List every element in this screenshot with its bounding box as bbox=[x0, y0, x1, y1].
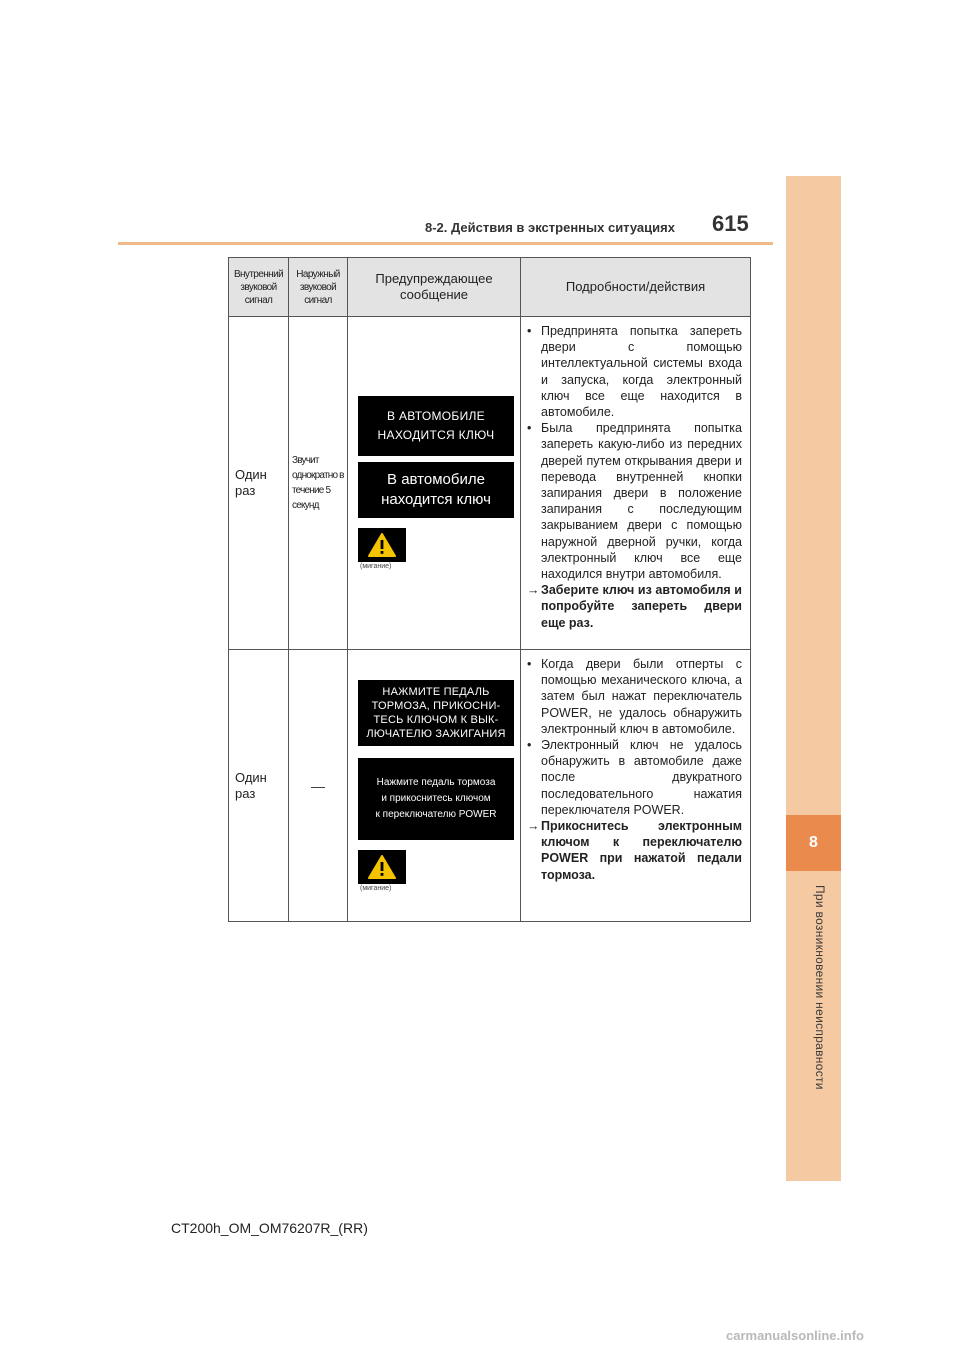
blink-note: (мигание) bbox=[360, 563, 392, 570]
page-number: 615 bbox=[712, 211, 749, 236]
external-buzzer-cell: Звучит однократно в течение 5 секунд bbox=[289, 317, 348, 650]
warning-message-cell bbox=[348, 317, 521, 650]
warning-message-cell bbox=[348, 650, 521, 922]
action-instruction: → Прикоснитесь электронным ключом к переключателю POWER при нажатой педали тормоза. bbox=[527, 819, 742, 882]
internal-buzzer-cell: Один раз bbox=[229, 650, 289, 922]
warning-triangle-icon bbox=[368, 855, 396, 879]
action-instruction: → Заберите ключ из автомобиля и попробуйте запереть двери еще раз. bbox=[527, 583, 742, 630]
table-row bbox=[229, 650, 751, 922]
blink-note: (мигание) bbox=[360, 884, 392, 892]
details-cell bbox=[521, 650, 751, 922]
list-item: • Предпринята попытка запереть двери с помощью интеллектуальной системы входа и запуска, когда электронный ключ все еще находится в автомобиле. bbox=[527, 324, 742, 420]
external-buzzer-cell: — bbox=[289, 650, 348, 922]
warning-messages-table bbox=[228, 257, 751, 922]
list-item: • Была предпринята попытка запереть какую-либо из передних дверей путем открывания двери и перевода внутренней кнопки запирания двери в положение запирания с последующим закрыванием двери с помощью наружной дверной ручки, когда электронный ключ все еще находился внутри автомобиля. bbox=[527, 421, 742, 582]
details-cell bbox=[521, 317, 751, 650]
watermark: carmanualsonline.info bbox=[726, 1328, 864, 1343]
header-rule bbox=[118, 242, 773, 245]
header-warning-message: Предупреждающее сообщение bbox=[348, 258, 521, 317]
chapter-number: 8 bbox=[786, 815, 841, 871]
display-message-uppercase: В АВТОМОБИЛЕ НАХОДИТСЯ КЛЮЧ bbox=[358, 396, 514, 456]
warning-light bbox=[358, 850, 406, 884]
display-message-mixedcase: Нажмите педаль тормоза и прикоснитесь ключом к переключателю POWER bbox=[358, 758, 514, 840]
list-item: • Когда двери были отперты с помощью механического ключа, а затем был нажат переключатель POWER, не удалось обнаружить электронный ключ в автомобиле. bbox=[527, 657, 742, 736]
header-details: Подробности/действия bbox=[521, 258, 751, 317]
header-external-buzzer: Наружный звуковой сигнал bbox=[289, 258, 348, 317]
list-item: • Электронный ключ не удалось обнаружить в автомобиле даже после двукратного последовательного нажатия переключателя POWER. bbox=[527, 738, 742, 817]
warning-light bbox=[358, 528, 406, 562]
internal-buzzer-cell: Один раз bbox=[229, 317, 289, 650]
table-row bbox=[229, 317, 751, 650]
document-code: CT200h_OM_OM76207R_(RR) bbox=[171, 1220, 368, 1236]
section-title: 8-2. Действия в экстренных ситуациях bbox=[425, 220, 675, 235]
warning-triangle-icon bbox=[368, 533, 396, 557]
display-message-mixedcase: В автомобиле находится ключ bbox=[358, 462, 514, 518]
table-header-row bbox=[229, 258, 751, 317]
display-message-uppercase: НАЖМИТЕ ПЕДАЛЬ ТОРМОЗА, ПРИКОСНИ- ТЕСЬ КЛЮЧОМ К ВЫК- ЛЮЧАТЕЛЮ ЗАЖИГАНИЯ bbox=[358, 680, 514, 746]
chapter-title: При возникновении неисправности bbox=[813, 885, 827, 1090]
header-internal-buzzer: Внутренний звуковой сигнал bbox=[229, 258, 289, 317]
